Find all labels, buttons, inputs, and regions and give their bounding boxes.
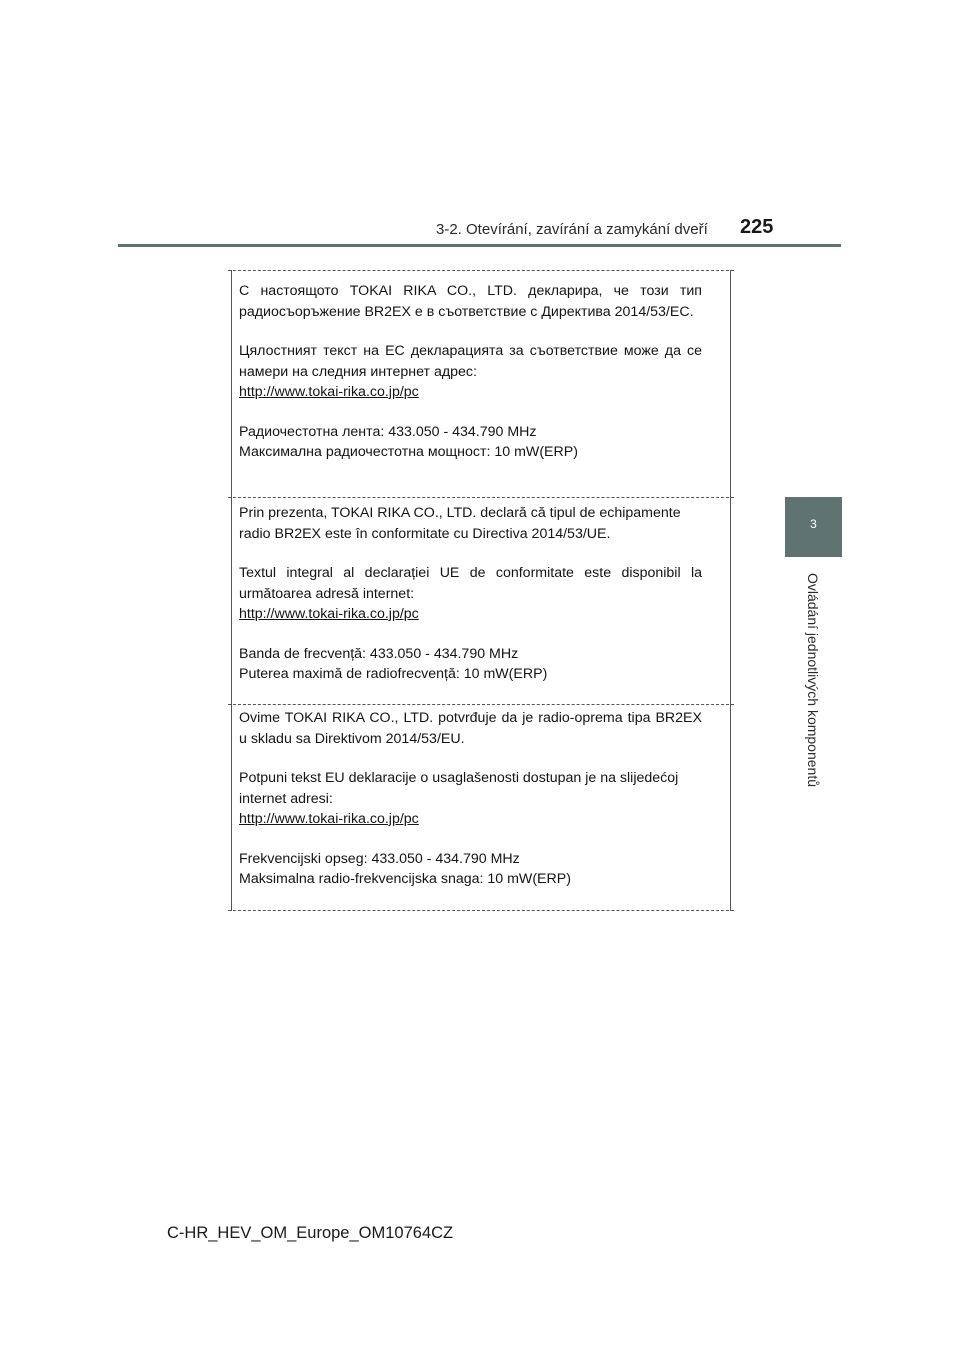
frequency-band: Радиочестотна лента: 433.050 - 434.790 MHz [239,423,537,440]
declaration-availability: Potpuni tekst EU deklaracije o usaglašenosti dostupan je na slijedećoj internet adresi: [239,770,679,807]
page-number: 225 [740,216,774,238]
section-title: 3-2. Otevírání, zavírání a zamykání dveří [436,221,708,238]
declaration-availability: Textul integral al declarației UE de conformitate este disponibil la următoarea adresă internet: [239,565,702,602]
chapter-tab [785,497,842,557]
document-code: C-HR_HEV_OM_Europe_OM10764CZ [167,1224,454,1242]
chapter-title: Ovládání jednotlivých komponentů [805,572,821,788]
box-bottom-border [228,910,734,911]
declaration-block-croatian [239,708,702,890]
box-top-border [228,270,734,271]
max-power: Максимална радиочестотна мощност: 10 mW(ERP) [239,444,578,460]
max-power: Puterea maximă de radiofrecvență: 10 mW(ERP) [239,666,548,682]
declaration-availability: Цялостният текст на ЕС декларацията за съответствие може да се намери на следния интернет адрес: [239,343,702,380]
declaration-block-bulgarian [239,281,702,463]
header-rule [118,244,841,247]
declaration-statement: Prin prezenta, TOKAI RIKA CO., LTD. declară că tipul de echipamente radio BR2EX este în conformitate cu Directiva 2014/53/UE. [239,505,681,542]
max-power: Maksimalna radio-frekvencijska snaga: 10 mW(ERP) [239,871,571,887]
chapter-number: 3 [810,517,817,531]
frequency-band: Frekvencijski opseg: 433.050 - 434.790 MHz [239,850,520,867]
declaration-block-romanian [239,503,702,685]
box-separator [228,497,734,498]
declaration-link[interactable]: http://www.tokai-rika.co.jp/pc [239,606,419,622]
declaration-statement: Ovime TOKAI RIKA CO., LTD. potvrđuje da je radio-oprema tipa BR2EX u skladu sa Direktivom 2014/53/EU. [239,710,702,747]
declaration-statement: С настоящото TOKAI RIKA CO., LTD. декларира, че този тип радиосъоръжение BR2EX е в съответствие с Директива 2014/53/ЕС. [239,283,702,320]
declaration-link[interactable]: http://www.tokai-rika.co.jp/pc [239,811,419,827]
declaration-link[interactable]: http://www.tokai-rika.co.jp/pc [239,384,419,400]
box-separator [228,704,734,705]
frequency-band: Banda de frecvență: 433.050 - 434.790 MHz [239,645,519,662]
